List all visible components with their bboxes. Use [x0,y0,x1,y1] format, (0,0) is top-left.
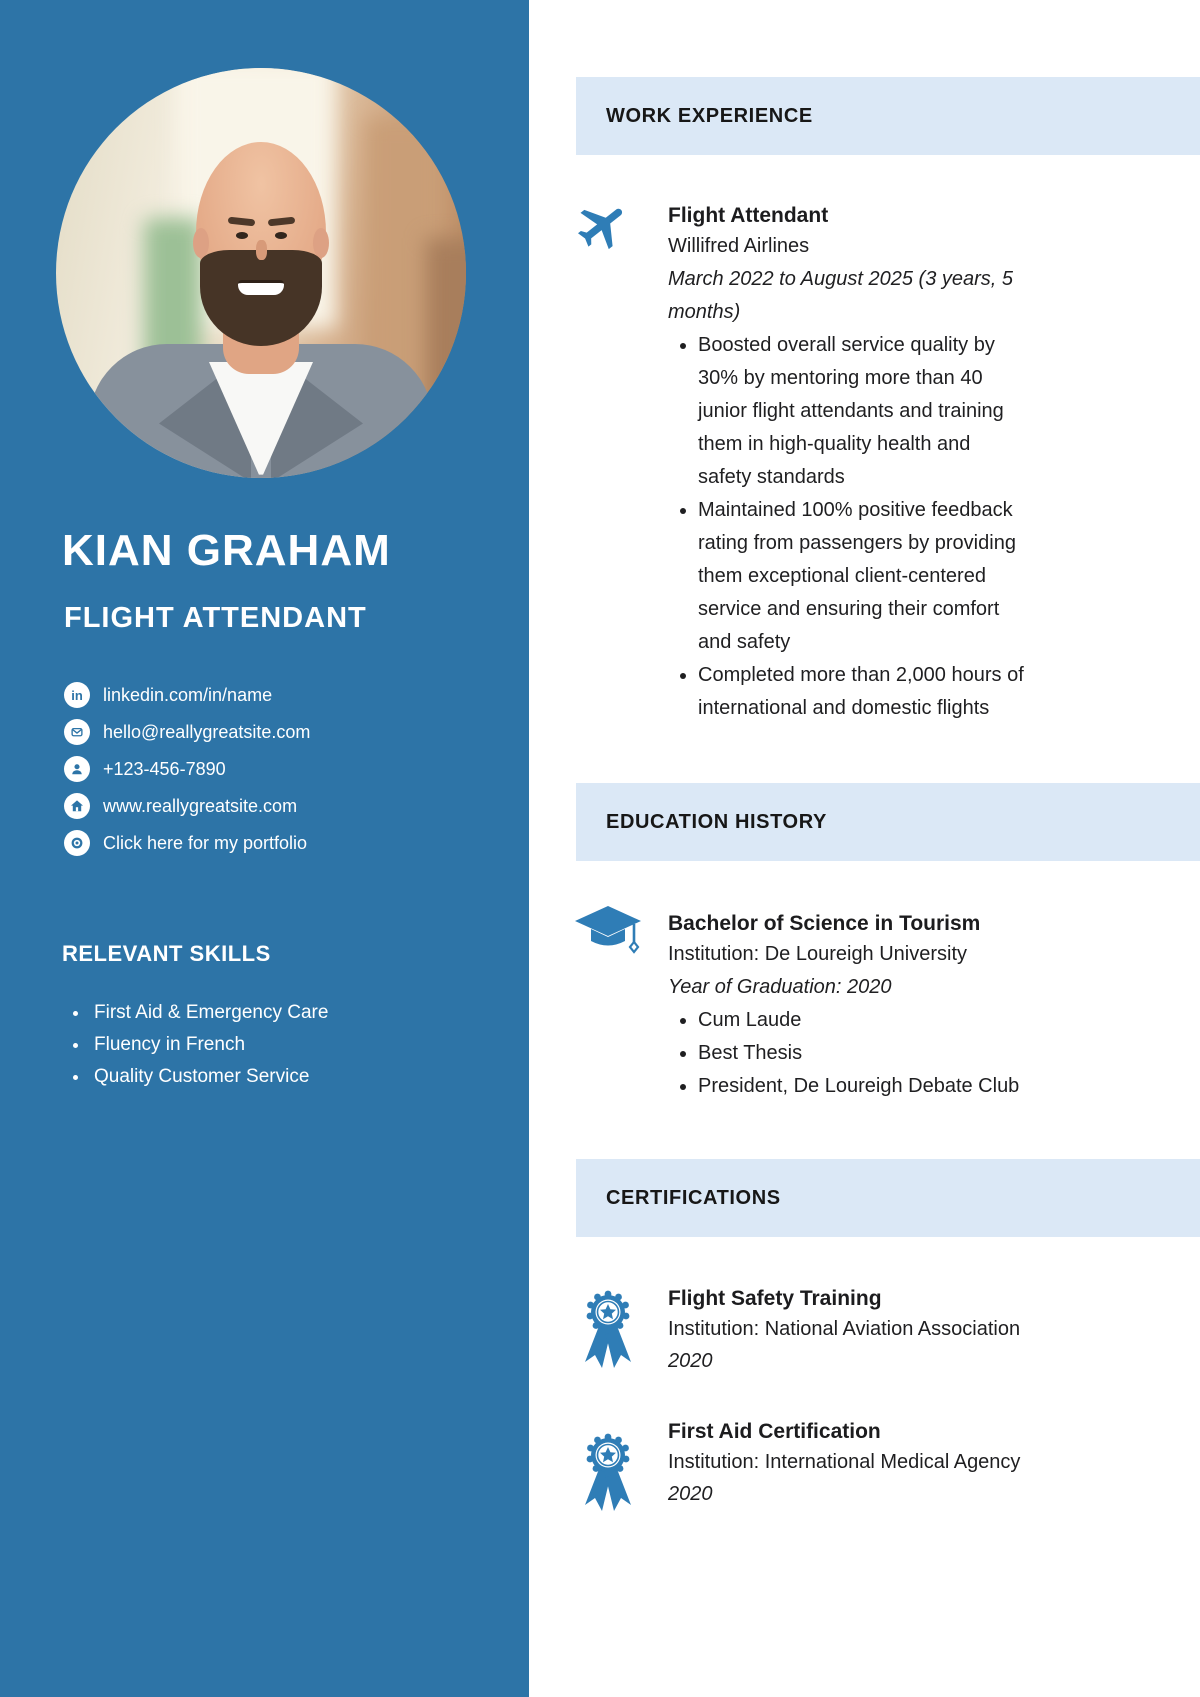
award-ribbon-icon [582,1288,634,1378]
certification-institution: Institution: National Aviation Association [668,1318,1021,1340]
graduation-cap-icon [572,903,644,955]
sidebar [0,0,529,1697]
contact-email[interactable]: hello@reallygreatsite.com [64,719,310,745]
certification-year: 2020 [668,1483,713,1505]
job-title: Flight Attendant [668,204,829,227]
skill-item: • First Aid & Emergency Care [90,997,328,1029]
contact-website[interactable]: www.reallygreatsite.com [64,793,310,819]
graduation-year: Year of Graduation: 2020 [668,976,892,998]
profile-photo [56,68,466,478]
section-header-certifications: CERTIFICATIONS [576,1159,1200,1237]
education-bullet: • Best Thesis [698,1037,1028,1070]
education-bullet: • Cum Laude [698,1004,1028,1037]
job-bullet: • Maintained 100% positive feedback rating from passengers by providing them exceptional client-centered service and ensuring their comfort and safety [698,494,1028,659]
contact-linkedin[interactable]: in linkedin.com/in/name [64,682,310,708]
employment-dates: March 2022 to August 2025 (3 years, 5 months) [668,268,1014,323]
education-bullet: • President, De Loureigh Debate Club [698,1070,1028,1103]
award-ribbon-icon [582,1431,634,1521]
person-job-title: FLIGHT ATTENDANT [64,602,367,634]
email-icon [64,719,90,745]
linkedin-icon: in [64,682,90,708]
skills-list [90,997,328,1093]
job-bullet: • Completed more than 2,000 hours of international and domestic flights [698,659,1028,725]
skill-item: • Quality Customer Service [90,1061,328,1093]
job-bullet: • Boosted overall service quality by 30% by mentoring more than 40 junior flight attendants and training them in high-quality health and safety standards [698,329,1028,494]
certification-entry [668,1418,1100,1510]
skills-heading: RELEVANT SKILLS [62,941,271,966]
certification-year: 2020 [668,1350,713,1372]
degree-title: Bachelor of Science in Tourism [668,912,981,935]
section-header-work-experience: WORK EXPERIENCE [576,77,1200,155]
certification-entry [668,1285,1100,1377]
person-icon [64,756,90,782]
contact-portfolio-link[interactable]: Click here for my portfolio [64,830,310,856]
company-name: Willifred Airlines [668,235,810,257]
certification-title: First Aid Certification [668,1420,881,1443]
home-icon [64,793,90,819]
person-name: KIAN GRAHAM [62,526,391,575]
contact-list [64,682,310,867]
skill-item: • Fluency in French [90,1029,328,1061]
certification-title: Flight Safety Training [668,1287,882,1310]
section-header-education-history: EDUCATION HISTORY [576,783,1200,861]
airplane-icon [574,195,632,257]
education-entry [668,910,1100,1103]
education-bullet-list [668,1004,1028,1103]
portfolio-icon [64,830,90,856]
job-bullet-list [668,329,1028,725]
work-experience-entry [668,202,1100,725]
contact-phone[interactable]: +123-456-7890 [64,756,310,782]
institution-name: Institution: De Loureigh University [668,943,968,965]
certification-institution: Institution: International Medical Agency [668,1451,1021,1473]
